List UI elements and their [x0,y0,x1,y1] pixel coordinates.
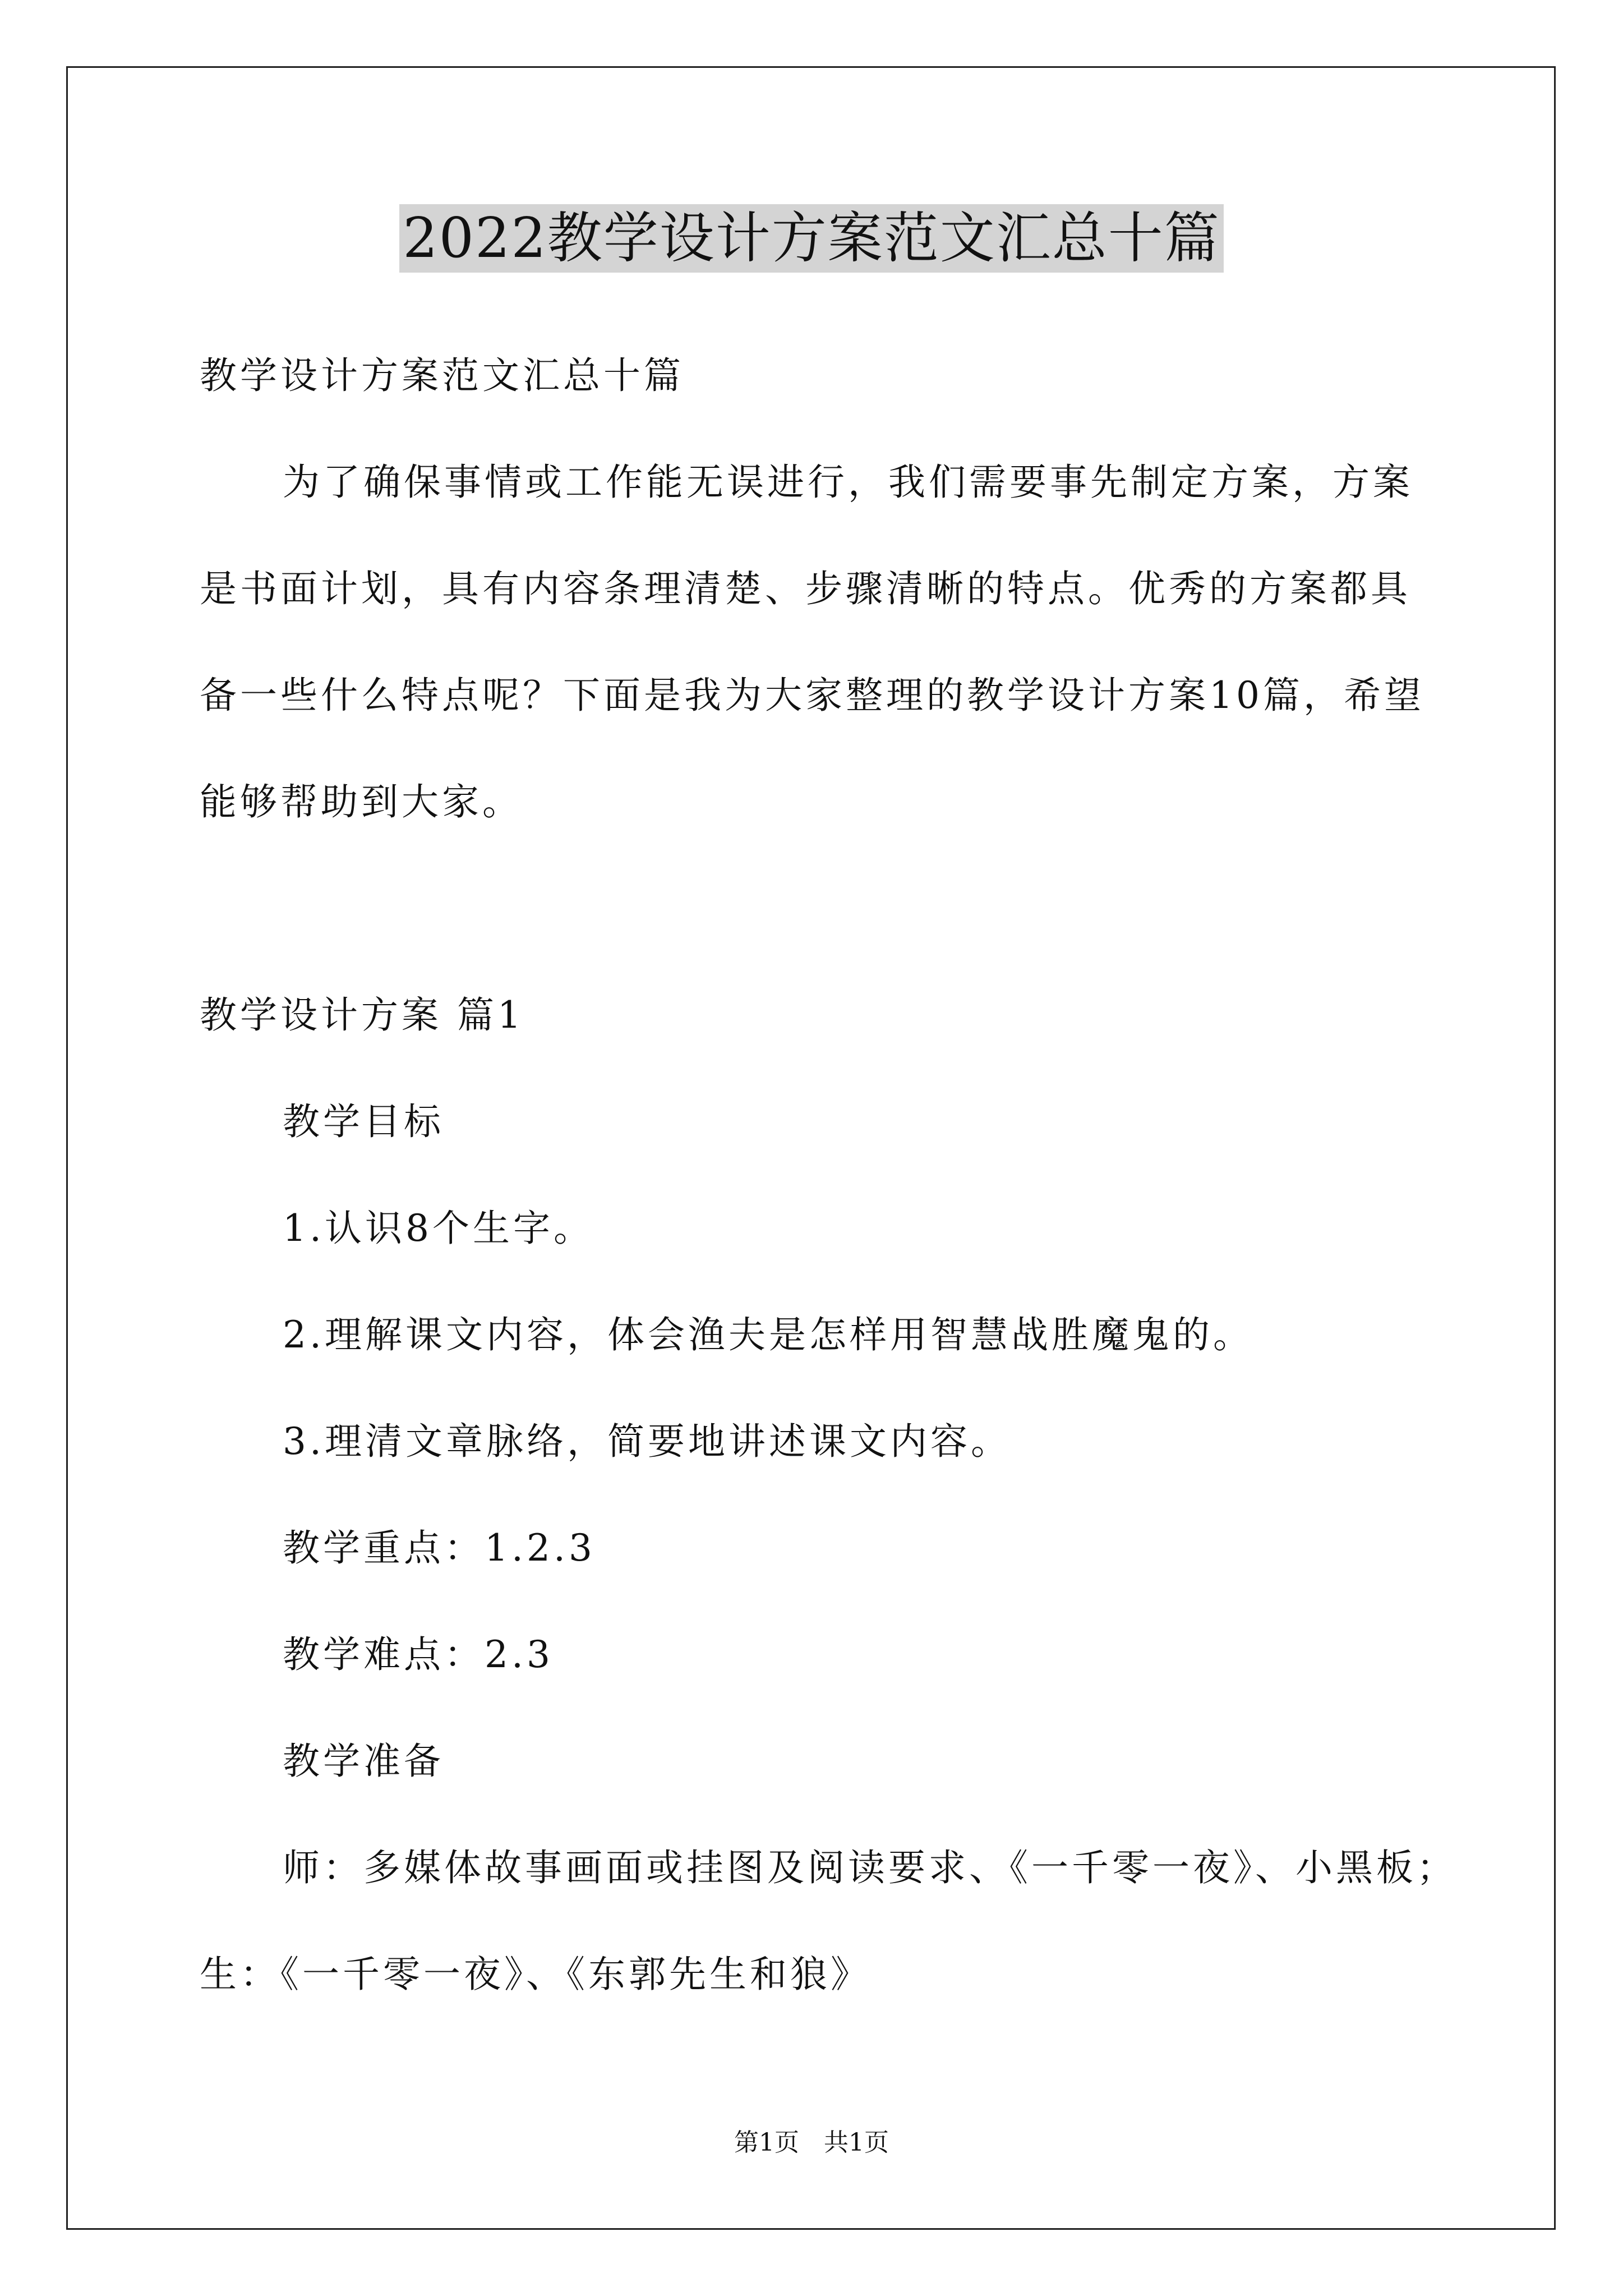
intro-line-3: 备一些什么特点呢？下面是我为大家整理的教学设计方案10篇，希望 [200,674,1424,717]
goal-item-2: 2.理解课文内容，体会渔夫是怎样用智慧战胜魔鬼的。 [283,1313,1253,1356]
intro-line-2: 是书面计划，具有内容条理清楚、步骤清晰的特点。优秀的方案都具 [200,567,1411,610]
key-points: 教学重点：1.2.3 [283,1526,596,1570]
difficulties: 教学难点：2.3 [283,1633,554,1676]
document-title-text: 2022教学设计方案范文汇总十篇 [399,204,1223,273]
document-subtitle: 教学设计方案范文汇总十篇 [200,354,684,397]
goal-item-3: 3.理清文章脉络，简要地讲述课文内容。 [283,1420,1011,1463]
document-title [0,202,1623,275]
goals-label: 教学目标 [283,1100,444,1143]
section-heading: 教学设计方案 篇1 [200,993,524,1037]
prep-student: 生：《一千零一夜》、《东郭先生和狼》 [200,1953,871,1996]
intro-line-4: 能够帮助到大家。 [200,780,523,823]
intro-line-1: 为了确保事情或工作能无误进行，我们需要事先制定方案，方案 [283,461,1413,504]
goal-item-1: 1.认识8个生字。 [283,1207,594,1250]
prep-label: 教学准备 [283,1740,444,1783]
prep-teacher: 师：多媒体故事画面或挂图及阅读要求、《一千零一夜》、小黑板； [283,1846,1457,1889]
page-footer: 第1页 共1页 [734,2128,889,2157]
